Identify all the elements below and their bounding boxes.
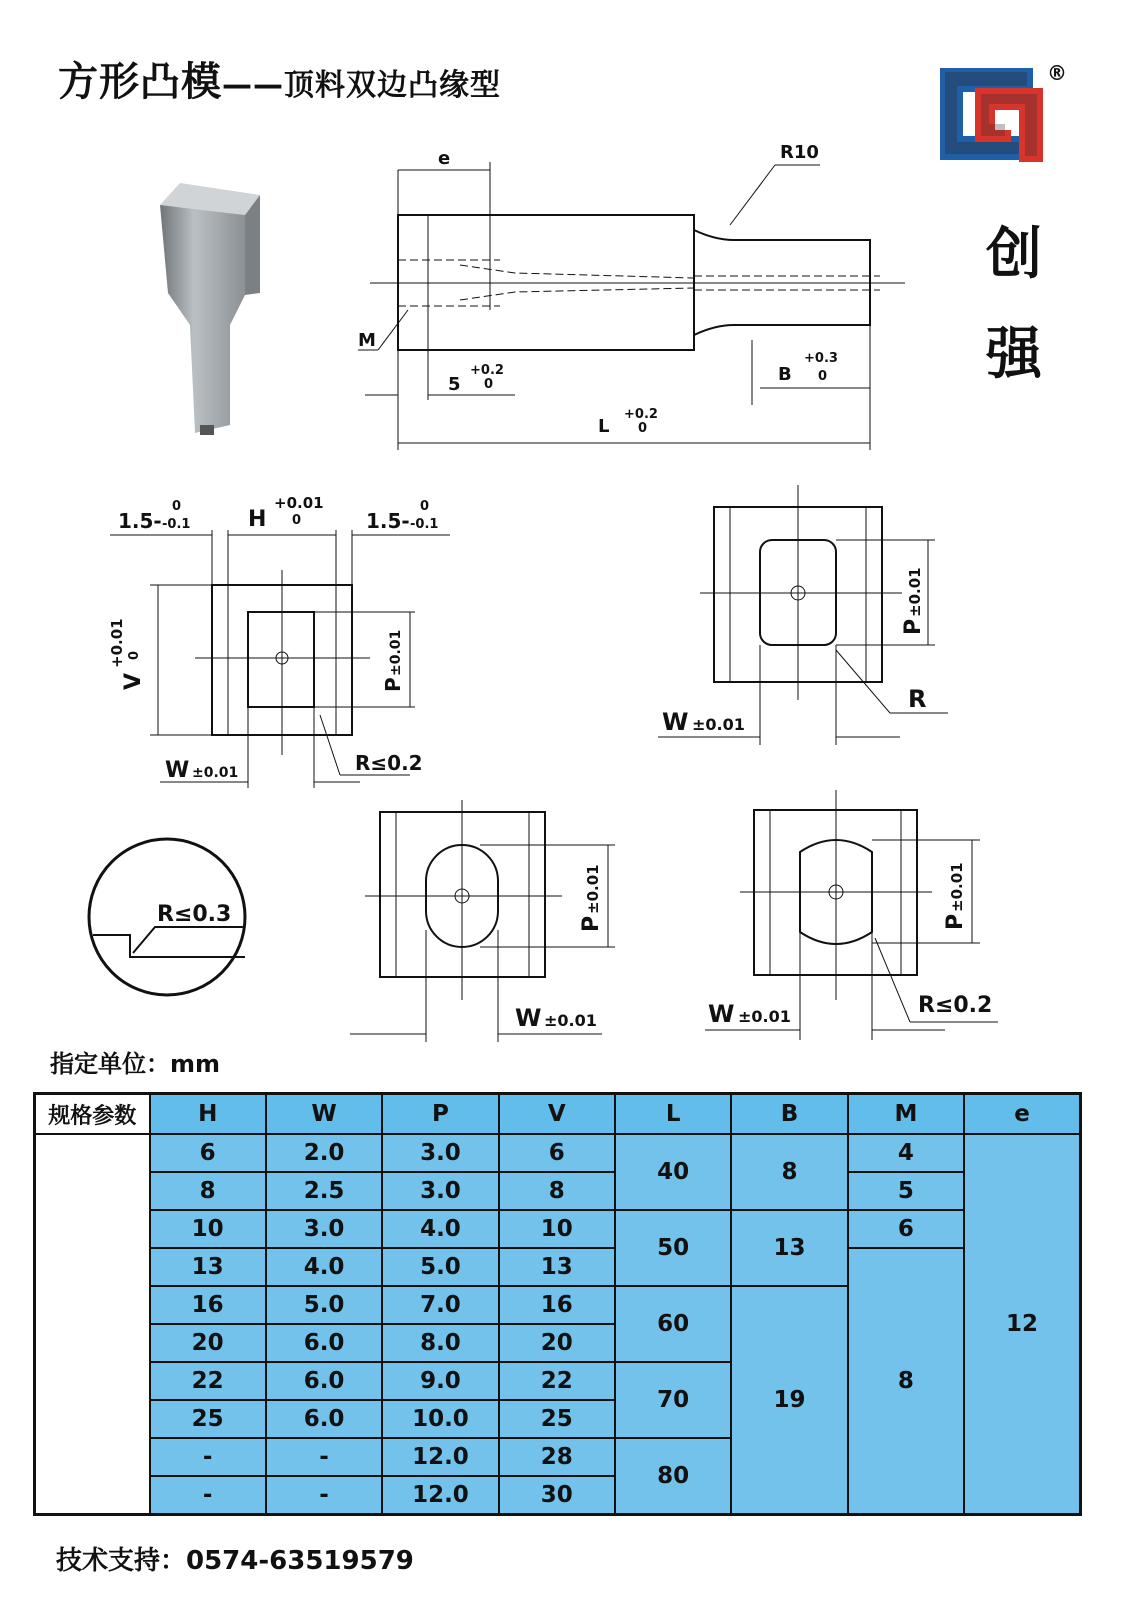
label-m: M [358, 330, 376, 351]
cell-w: 6.0 [266, 1400, 382, 1438]
label-b: B [778, 364, 792, 385]
brand-char-2: 强 [986, 322, 1042, 387]
label-w-1-tol: ±0.01 [192, 765, 239, 781]
label-b-zero: 0 [818, 369, 828, 384]
cell-w: 5.0 [266, 1286, 382, 1324]
label-e: e [438, 148, 451, 169]
cell-h: - [150, 1438, 266, 1476]
label-h-right-1-5: 1.5- [366, 509, 410, 533]
title-main-text: 方形凸模 [58, 59, 222, 105]
label-h: H [248, 507, 267, 532]
cell-p: 8.0 [382, 1324, 498, 1362]
header-b: B [731, 1094, 847, 1135]
label-p-3-tol: ±0.01 [584, 864, 602, 914]
cell-l: 80 [615, 1438, 731, 1515]
cell-w: 6.0 [266, 1324, 382, 1362]
label-p-4-tol: ±0.01 [948, 862, 966, 912]
cell-m: 5 [848, 1172, 964, 1210]
cell-v: 8 [499, 1172, 615, 1210]
cell-m: 8 [848, 1248, 964, 1515]
cell-b: 8 [731, 1134, 847, 1210]
table-label-column [35, 1134, 150, 1515]
header-l: L [615, 1094, 731, 1135]
label-five-tol: +0.2 [470, 363, 504, 378]
header-h: H [150, 1094, 266, 1135]
table-row [35, 1172, 1081, 1210]
label-w-2: W [662, 708, 689, 736]
label-r10: R10 [780, 142, 819, 163]
cell-l: 70 [615, 1362, 731, 1438]
page-title [58, 50, 501, 107]
label-w-4-tol: ±0.01 [738, 1007, 791, 1026]
cell-v: 22 [499, 1362, 615, 1400]
cell-w: - [266, 1476, 382, 1515]
label-h-left-neg: -0.1 [162, 517, 191, 532]
section-view-rounded [650, 485, 970, 755]
label-r-le02-2: R≤0.2 [918, 993, 993, 1018]
cell-h: - [150, 1476, 266, 1515]
cell-p: 12.0 [382, 1438, 498, 1476]
label-r-le02-1: R≤0.2 [355, 751, 423, 775]
cell-h: 22 [150, 1362, 266, 1400]
label-p-1: P [381, 677, 405, 692]
table-label-header: 规格参数 [35, 1094, 150, 1135]
label-five: 5 [448, 374, 461, 395]
punch-photo [150, 175, 280, 445]
label-p-4: P [943, 913, 968, 930]
cell-e: 12 [964, 1134, 1080, 1515]
cell-v: 25 [499, 1400, 615, 1438]
label-w-3-tol: ±0.01 [544, 1011, 597, 1030]
cell-h: 8 [150, 1172, 266, 1210]
cell-h: 13 [150, 1248, 266, 1286]
cell-p: 12.0 [382, 1476, 498, 1515]
label-w-4: W [708, 1000, 735, 1028]
cell-m: 6 [848, 1210, 964, 1248]
label-h-right-neg: -0.1 [410, 517, 439, 532]
cell-h: 25 [150, 1400, 266, 1438]
label-h-tol: +0.01 [274, 494, 324, 512]
title-sub-text: ——顶料双边凸缘型 [222, 68, 501, 103]
cell-l: 60 [615, 1286, 731, 1362]
label-r-le03: R≤0.3 [157, 902, 232, 927]
header-v: V [499, 1094, 615, 1135]
cell-h: 20 [150, 1324, 266, 1362]
cell-w: 2.0 [266, 1134, 382, 1172]
brand-char-1: 创 [986, 222, 1042, 287]
cell-m: 4 [848, 1134, 964, 1172]
label-h-left-1-5: 1.5- [118, 509, 162, 533]
section-view-obround [340, 800, 630, 1050]
header-w: W [266, 1094, 382, 1135]
cell-v: 6 [499, 1134, 615, 1172]
label-p-3: P [579, 915, 604, 932]
cell-p: 7.0 [382, 1286, 498, 1324]
label-l: L [598, 416, 610, 437]
corner-detail [85, 835, 255, 1005]
header-m: M [848, 1094, 964, 1135]
cell-h: 16 [150, 1286, 266, 1324]
label-p-1-tol: ±0.01 [388, 629, 404, 676]
cell-p: 9.0 [382, 1362, 498, 1400]
cell-v: 28 [499, 1438, 615, 1476]
registered-mark: ® [1047, 61, 1067, 85]
cell-p: 3.0 [382, 1134, 498, 1172]
header-p: P [382, 1094, 498, 1135]
section-view-rect [100, 490, 450, 790]
label-h-left-zero: 0 [172, 499, 182, 514]
section-view-flat-circle [700, 790, 1020, 1050]
label-w-2-tol: ±0.01 [692, 715, 745, 734]
label-h-right-zero: 0 [420, 499, 430, 514]
label-l-tol: +0.2 [624, 407, 658, 422]
cell-v: 16 [499, 1286, 615, 1324]
label-v-tol: +0.01 [108, 618, 126, 668]
cell-b: 13 [731, 1210, 847, 1286]
cell-p: 4.0 [382, 1210, 498, 1248]
cell-v: 10 [499, 1210, 615, 1248]
label-v-zero: 0 [127, 650, 142, 660]
cell-w: 2.5 [266, 1172, 382, 1210]
cell-v: 20 [499, 1324, 615, 1362]
label-r-2: R [908, 685, 927, 713]
label-w-1: W [165, 758, 190, 783]
label-l-zero: 0 [638, 421, 648, 436]
label-b-tol: +0.3 [804, 351, 838, 366]
cell-p: 5.0 [382, 1248, 498, 1286]
cell-h: 6 [150, 1134, 266, 1172]
cell-w: - [266, 1438, 382, 1476]
cell-b: 19 [731, 1286, 847, 1515]
label-w-3: W [515, 1004, 542, 1032]
spec-table [33, 1092, 1082, 1516]
tech-support: 技术支持：0574-63519579 [56, 1546, 414, 1576]
cell-w: 3.0 [266, 1210, 382, 1248]
cell-p: 3.0 [382, 1172, 498, 1210]
cell-v: 13 [499, 1248, 615, 1286]
cell-l: 40 [615, 1134, 731, 1210]
cell-w: 6.0 [266, 1362, 382, 1400]
table-row [35, 1134, 1081, 1172]
cell-v: 30 [499, 1476, 615, 1515]
side-view-drawing [340, 140, 920, 460]
header-e: e [964, 1094, 1080, 1135]
label-h-zero: 0 [292, 513, 302, 528]
label-p-2-tol: ±0.01 [906, 567, 924, 617]
unit-note: 指定单位：mm [50, 1050, 221, 1078]
table-header-row [35, 1094, 1081, 1135]
table-row [35, 1210, 1081, 1248]
table-row [35, 1248, 1081, 1286]
cell-p: 10.0 [382, 1400, 498, 1438]
cell-w: 4.0 [266, 1248, 382, 1286]
label-v: V [121, 672, 146, 690]
cell-l: 50 [615, 1210, 731, 1286]
cell-h: 10 [150, 1210, 266, 1248]
brand-logo-icon [935, 58, 1075, 168]
label-p-2: P [901, 618, 926, 635]
label-five-zero: 0 [484, 377, 494, 392]
